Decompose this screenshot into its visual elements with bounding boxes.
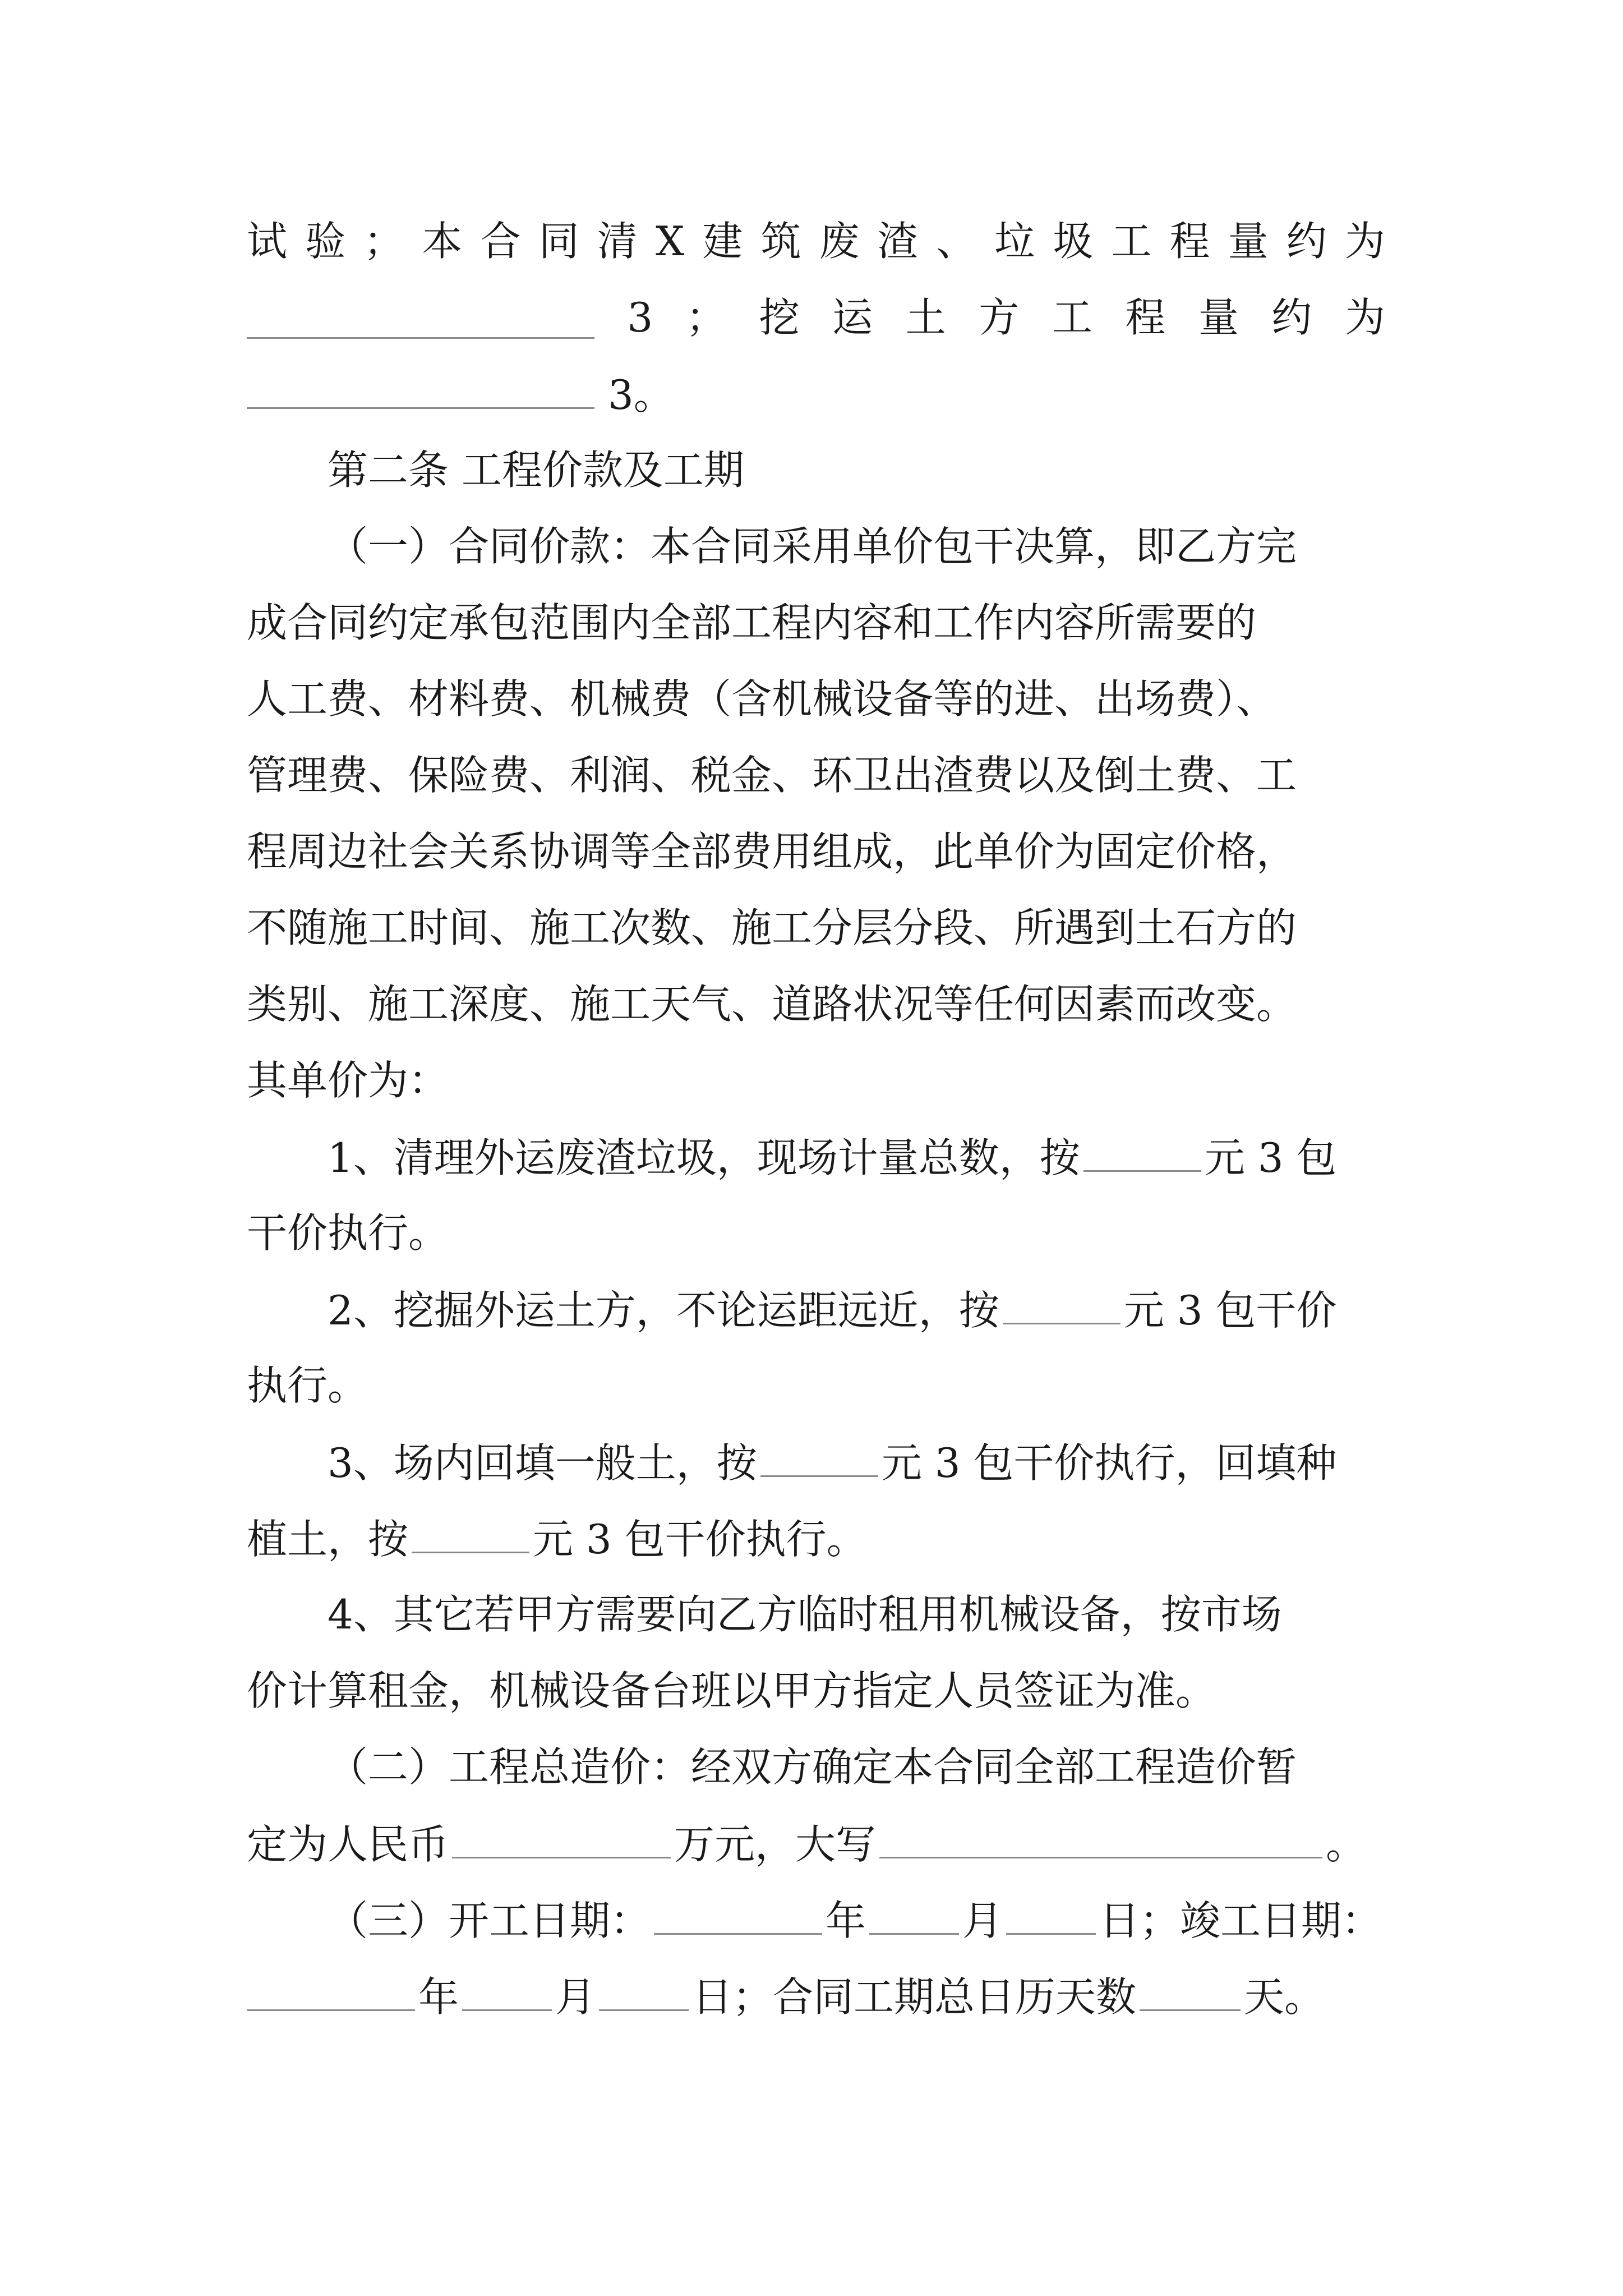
line-text: 日；合同工期总日历天数 [692, 1973, 1137, 2021]
char: 合 [480, 218, 521, 265]
char: 渣 [877, 218, 918, 265]
char: 量 [1198, 294, 1239, 341]
fill-blank[interactable] [1140, 1969, 1241, 2011]
fill-blank[interactable] [247, 297, 594, 339]
char: 本 [422, 218, 463, 265]
item-text: 植土，按 [247, 1516, 409, 1563]
paragraph-line: （一）合同价款：本合同采用单价包干决算，即乙方完 [328, 523, 1297, 570]
item-3-line-2 [247, 1511, 1385, 1565]
item-text: 元 3 包 [1204, 1134, 1337, 1181]
paragraph-line: （二）工程总造价：经双方确定本合同全部工程造价暂 [328, 1743, 1297, 1791]
fill-blank[interactable] [412, 1511, 529, 1553]
fill-blank[interactable] [869, 1893, 959, 1935]
char: 土 [905, 294, 946, 341]
char: 程 [1169, 218, 1210, 265]
char: 筑 [760, 218, 801, 265]
char: 清 [597, 218, 638, 265]
paragraph-line: 成合同约定承包范围内全部工程内容和工作内容所需要的 [247, 599, 1257, 646]
paragraph-line: 程周边社会关系协调等全部费用组成，此单价为固定价格， [247, 828, 1297, 875]
item-4-line-2: 价计算租金，机械设备台班以甲方指定人员签证为准。 [247, 1667, 1216, 1714]
char: 圾 [1053, 218, 1094, 265]
line-text: 。 [1326, 1821, 1367, 1868]
fill-blank[interactable] [247, 1969, 415, 2011]
paragraph-line: 类别、施工深度、施工天气、道路状况等任何因素而改变。 [247, 981, 1297, 1028]
article-title: 第二条 工程价款及工期 [328, 447, 744, 494]
paragraph-line: 管理费、保险费、利润、税金、环卫出渣费以及倒土费、工 [247, 752, 1297, 799]
item-2-line [328, 1282, 1385, 1336]
char: 垃 [994, 218, 1035, 265]
char: X [655, 218, 685, 265]
line-text: 万元，大写 [674, 1821, 877, 1868]
line-text: 年 [418, 1973, 459, 2021]
paragraph-line: 不随施工时间、施工次数、施工分层分段、所遇到土石方的 [247, 904, 1297, 951]
char: 、 [935, 218, 976, 265]
char: 程 [1125, 294, 1166, 341]
item-text: 元 3 包干价执行，回填种 [881, 1439, 1337, 1487]
total-price-line [247, 1816, 1385, 1870]
text-line-3 [247, 367, 1385, 421]
line-text: 日；竣工日期： [1099, 1897, 1382, 1944]
fill-blank[interactable] [760, 1435, 878, 1477]
item-4-line: 4、其它若甲方需要向乙方临时租用机械设备，按市场 [328, 1591, 1282, 1638]
fill-blank[interactable] [879, 1816, 1322, 1858]
char: 方 [979, 294, 1020, 341]
fill-blank[interactable] [1006, 1893, 1096, 1935]
text-line-2 [247, 291, 1385, 344]
char: 验 [305, 218, 346, 265]
char: 工 [1052, 294, 1092, 341]
char: 约 [1271, 294, 1312, 341]
item-text: 1、清理外运废渣垃圾，现场计量总数，按 [328, 1134, 1080, 1181]
char: 试 [247, 218, 288, 265]
item-3-line [328, 1435, 1385, 1489]
fill-blank[interactable] [654, 1893, 822, 1935]
line-text: 天。 [1244, 1973, 1325, 2021]
line-text: 定为人民币 [247, 1821, 449, 1868]
char: 约 [1286, 218, 1327, 265]
char: 废 [819, 218, 860, 265]
char: 挖 [759, 294, 800, 341]
line-text: 月 [555, 1973, 596, 2021]
fill-blank[interactable] [462, 1969, 552, 2011]
item-1-line-2: 干价执行。 [247, 1209, 449, 1257]
item-text: 元 3 包干价执行。 [533, 1516, 867, 1563]
end-date-line [247, 1969, 1385, 2023]
start-date-line [328, 1893, 1385, 1947]
fill-blank[interactable] [452, 1816, 671, 1858]
line-text: （三）开工日期： [328, 1897, 651, 1944]
line-text: 3。 [608, 371, 674, 418]
line-text: 月 [962, 1897, 1003, 1944]
char: 3 [627, 294, 653, 341]
fill-blank[interactable] [1083, 1130, 1201, 1172]
text-line-1 [247, 214, 1385, 268]
char: 为 [1344, 294, 1385, 341]
char: ； [363, 218, 404, 265]
paragraph-line: 其单价为： [247, 1057, 449, 1104]
line-text: 年 [826, 1897, 866, 1944]
item-text: 2、挖掘外运土方，不论运距远近，按 [328, 1287, 999, 1334]
char: ； [685, 294, 726, 341]
char: 量 [1228, 218, 1269, 265]
item-text: 3、场内回填一般土，按 [328, 1439, 757, 1487]
item-2-line-2: 执行。 [247, 1362, 368, 1409]
fill-blank[interactable] [599, 1969, 689, 2011]
item-text: 元 3 包干价 [1123, 1287, 1337, 1334]
char: 运 [832, 294, 873, 341]
char: 为 [1344, 218, 1385, 265]
item-1-line [328, 1130, 1385, 1184]
char: 建 [702, 218, 743, 265]
fill-blank[interactable] [1003, 1282, 1121, 1324]
paragraph-line: 人工费、材料费、机械费（含机械设备等的进、出场费）、 [247, 675, 1277, 723]
char: 工 [1111, 218, 1152, 265]
char: 同 [538, 218, 579, 265]
fill-blank[interactable] [247, 367, 594, 409]
